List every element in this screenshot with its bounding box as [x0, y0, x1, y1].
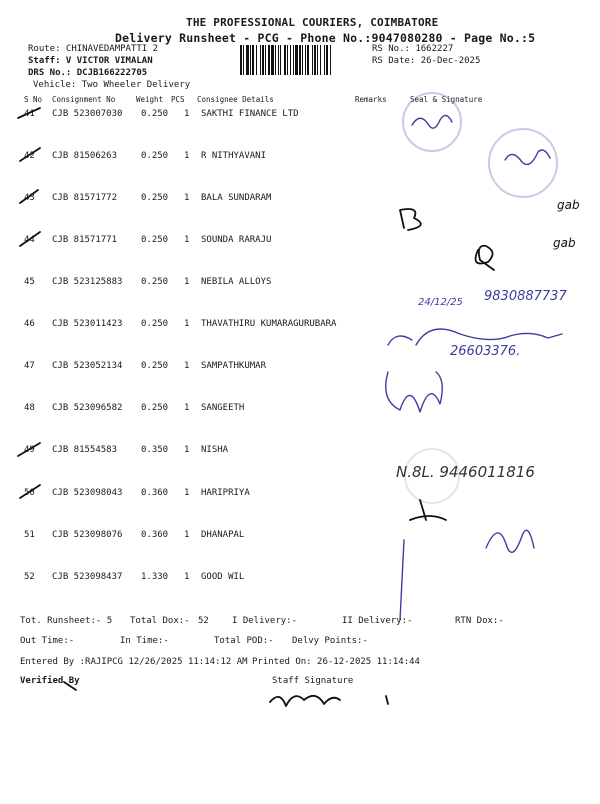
row-pcs: 1 — [184, 530, 190, 540]
staff-signature-label: Staff Signature — [272, 676, 354, 686]
row-sno: 51 — [24, 530, 35, 540]
row-sno: 45 — [24, 277, 35, 287]
row-consignment: CJB 523098076 — [52, 530, 123, 540]
total-dox-label: Total Dox:- — [130, 616, 190, 626]
table-row — [0, 361, 600, 377]
total-pod: Total POD:- — [214, 636, 274, 646]
seal-stamp-1 — [402, 92, 462, 152]
row-sno: 46 — [24, 319, 35, 329]
row-consignment: CJB 523052134 — [52, 361, 123, 371]
row-consignee: HARIPRIYA — [201, 488, 250, 498]
row-consignment: CJB 523098437 — [52, 572, 123, 582]
row-weight: 0.250 — [141, 277, 169, 287]
row-sno: 49 — [24, 445, 35, 455]
row-pcs: 1 — [184, 193, 190, 203]
row-pcs: 1 — [184, 277, 190, 287]
in-time: In Time:- — [120, 636, 169, 646]
row-consignment: CJB 81554583 — [52, 445, 118, 455]
row43-mark: gab — [557, 198, 580, 212]
col-sno: S No — [24, 95, 43, 104]
row-consignment: CJB 523098043 — [52, 488, 123, 498]
row-pcs: 1 — [184, 361, 190, 371]
row-weight: 0.250 — [141, 193, 169, 203]
staff-label: Staff: V VICTOR VIMALAN — [28, 56, 153, 66]
row45-date: 24/12/25 — [418, 297, 463, 308]
row-weight: 0.250 — [141, 109, 169, 119]
row45-phone: 9830887737 — [484, 289, 567, 304]
col-weight: Weight — [136, 95, 164, 104]
row-pcs: 1 — [184, 488, 190, 498]
col-consignee: Consignee Details — [197, 95, 274, 104]
row-consignee: SANGEETH — [201, 403, 245, 413]
table-row — [0, 530, 600, 546]
verified-by: Verified By — [20, 676, 80, 686]
row-sno: 43 — [24, 193, 35, 203]
row-weight: 0.360 — [141, 530, 169, 540]
row-sno: 47 — [24, 361, 35, 371]
row-consignment: CJB 523007030 — [52, 109, 123, 119]
col-consignment: Consignment No — [52, 95, 116, 104]
row-consignee: SAMPATHKUMAR — [201, 361, 267, 371]
rtn-dox: RTN Dox:- — [455, 616, 504, 626]
row-sno: 41 — [24, 109, 35, 119]
vehicle-label: Vehicle: Two Wheeler Delivery — [33, 80, 191, 90]
row-sno: 44 — [24, 235, 35, 245]
row-consignment: CJB 81506263 — [52, 151, 118, 161]
row-consignee: SOUNDA RARAJU — [201, 235, 272, 245]
row-consignment: CJB 523011423 — [52, 319, 123, 329]
table-row — [0, 235, 600, 251]
row-consignment: CJB 81571771 — [52, 235, 118, 245]
row-consignment: CJB 523125883 — [52, 277, 123, 287]
route-label: Route: CHINAVEDAMPATTI 2 — [28, 44, 159, 54]
delivery-points: Delvy Points:- — [292, 636, 368, 646]
row-weight: 0.250 — [141, 403, 169, 413]
entered-by: Entered By :RAJIPCG 12/26/2025 11:14:12 AM — [20, 657, 248, 667]
total-runsheet: Tot. Runsheet:- 5 — [20, 616, 113, 626]
row-sno: 52 — [24, 572, 35, 582]
total-dox-value: 52 — [198, 616, 209, 626]
out-time: Out Time:- — [20, 636, 75, 646]
col-pcs: PCS — [171, 95, 185, 104]
row-weight: 0.250 — [141, 361, 169, 371]
row-consignee: NEBILA ALLOYS — [201, 277, 272, 287]
row44-mark: gab — [553, 236, 576, 250]
row-consignee: BALA SUNDARAM — [201, 193, 272, 203]
row-weight: 0.250 — [141, 151, 169, 161]
row-pcs: 1 — [184, 572, 190, 582]
runsheet-title: Delivery Runsheet - PCG - Phone No.:9047080280 - Page No.:5 — [115, 31, 536, 45]
row-consignment: CJB 81571772 — [52, 193, 118, 203]
i-delivery: I Delivery:- — [232, 616, 298, 626]
ii-delivery: II Delivery:- — [342, 616, 413, 626]
table-row — [0, 488, 600, 504]
drs-number: DRS No.: DCJB166222705 — [28, 68, 148, 78]
row-sno: 50 — [24, 488, 35, 498]
row-pcs: 1 — [184, 403, 190, 413]
table-row — [0, 319, 600, 335]
row-sno: 48 — [24, 403, 35, 413]
row-weight: 0.250 — [141, 235, 169, 245]
row-consignee: THAVATHIRU KUMARAGURUBARA — [201, 319, 337, 329]
row-consignee: NISHA — [201, 445, 229, 455]
row-pcs: 1 — [184, 235, 190, 245]
barcode — [240, 45, 368, 75]
company-name: THE PROFESSIONAL COURIERS, COIMBATORE — [186, 16, 439, 29]
row-consignment: CJB 523096582 — [52, 403, 123, 413]
row-consignee: GOOD WIL — [201, 572, 245, 582]
row-weight: 0.360 — [141, 488, 169, 498]
rs-number: RS No.: 1662227 — [372, 44, 454, 54]
row-weight: 0.350 — [141, 445, 169, 455]
row-pcs: 1 — [184, 109, 190, 119]
row49-note: N.8L. 9446011816 — [396, 463, 535, 481]
row-pcs: 1 — [184, 445, 190, 455]
row-consignee: DHANAPAL — [201, 530, 245, 540]
seal-stamp-2 — [488, 128, 558, 198]
row-pcs: 1 — [184, 319, 190, 329]
row46-number: 26603376. — [450, 344, 521, 359]
row-consignee: R NITHYAVANI — [201, 151, 267, 161]
row-weight: 1.330 — [141, 572, 169, 582]
table-row — [0, 109, 600, 125]
col-remarks: Remarks — [355, 95, 387, 104]
row-weight: 0.250 — [141, 319, 169, 329]
rs-date: RS Date: 26-Dec-2025 — [372, 56, 481, 66]
row-consignee: SAKTHI FINANCE LTD — [201, 109, 299, 119]
table-row — [0, 403, 600, 419]
col-seal-signature: Seal & Signature — [410, 95, 483, 104]
row-sno: 42 — [24, 151, 35, 161]
printed-on: Printed On: 26-12-2025 11:14:44 — [252, 657, 420, 667]
row-pcs: 1 — [184, 151, 190, 161]
table-row — [0, 572, 600, 588]
table-row — [0, 445, 600, 461]
